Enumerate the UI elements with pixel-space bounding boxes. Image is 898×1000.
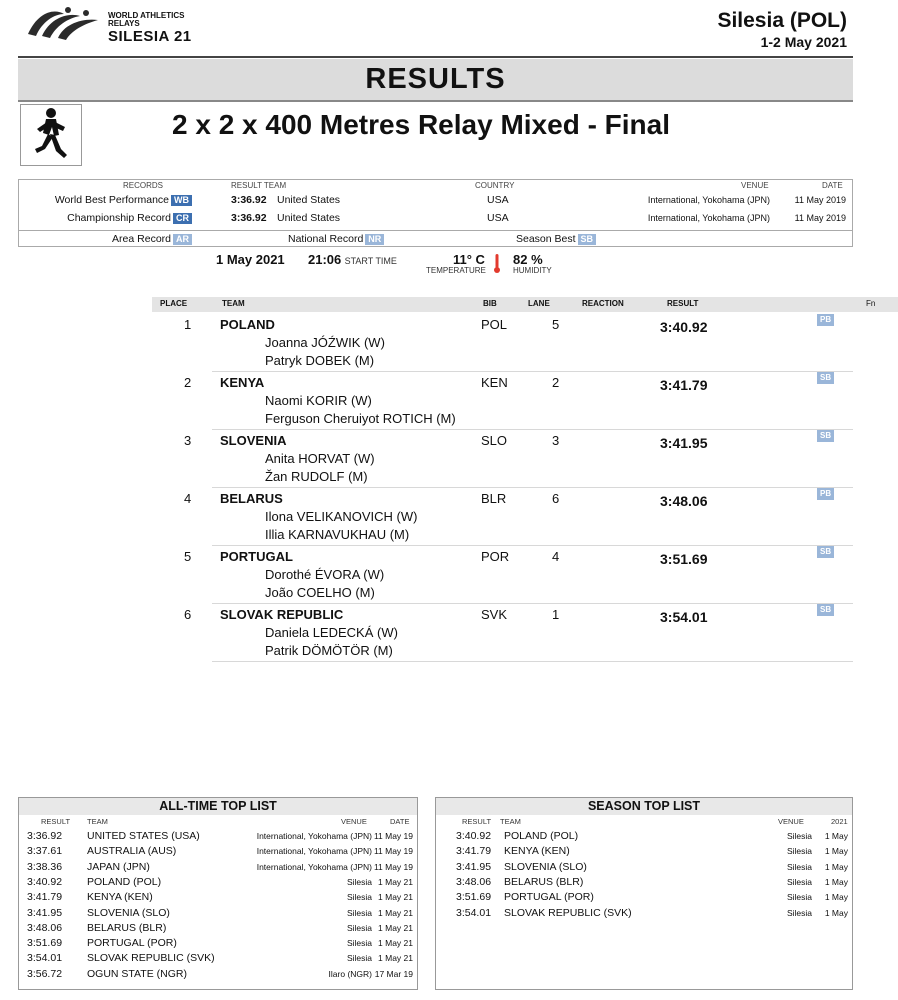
season-title: SEASON TOP LIST <box>436 798 852 815</box>
entry-place: 2 <box>184 375 192 390</box>
entry-athlete: Patrik DÖMÖTÖR (M) <box>265 643 393 658</box>
record-row-wb <box>19 193 852 207</box>
entry-team: PORTUGAL <box>220 549 293 564</box>
row-result: 3:51.69 <box>456 891 492 904</box>
all-time-date-header: DATE <box>390 817 410 826</box>
event-title: 2 x 2 x 400 Metres Relay Mixed - Final <box>172 109 671 140</box>
record-row-cr <box>19 211 852 225</box>
top-list-row <box>19 921 417 936</box>
row-result: 3:40.92 <box>456 830 492 842</box>
row-team: UNITED STATES (USA) <box>87 830 200 842</box>
runner-pictogram <box>20 104 82 166</box>
row-venue: International, Yokohama (JPN) <box>256 861 372 872</box>
top-list-row <box>19 829 417 844</box>
results-table-header <box>0 299 898 311</box>
row-result: 3:56.72 <box>27 967 63 980</box>
row-team: BELARUS (BLR) <box>87 921 167 934</box>
entry-athlete: Daniela LEDECKÁ (W) <box>265 625 398 640</box>
row-team: SLOVAK REPUBLIC (SVK) <box>504 906 632 919</box>
season-result-header: RESULT <box>462 817 492 826</box>
row-result: 3:41.95 <box>27 906 63 919</box>
row-venue: Silesia <box>786 907 812 918</box>
entry-place: 1 <box>184 317 192 332</box>
row-date: 1 May <box>824 876 848 887</box>
venue-header: VENUE <box>741 181 769 190</box>
row-result: 3:40.92 <box>27 875 63 888</box>
entry-team: POLAND <box>220 317 275 332</box>
area-record-badge: AR <box>173 234 192 245</box>
season-venue-header: VENUE <box>778 817 804 826</box>
entry-badge: SB <box>817 604 834 616</box>
entry-badge: PB <box>817 488 834 500</box>
record-country: USA <box>487 194 509 206</box>
row-date: 17 Mar 19 <box>374 968 413 979</box>
row-result: 3:54.01 <box>456 906 492 919</box>
record-badge: CR <box>173 213 192 224</box>
bib-column-header: BIB <box>483 299 497 308</box>
entry-bib: POL <box>481 317 508 332</box>
entry-team: SLOVAK REPUBLIC <box>220 607 344 622</box>
entry-team: SLOVENIA <box>220 433 287 448</box>
top-list-row <box>436 829 852 844</box>
result-entry <box>0 546 898 604</box>
entry-bib: POR <box>481 549 510 564</box>
top-list-row <box>19 936 417 951</box>
temperature-value: 11° C <box>453 252 485 267</box>
row-venue: Silesia <box>786 861 812 872</box>
row-venue: Silesia <box>786 831 812 841</box>
logo-line-1: WORLD ATHLETICS <box>108 11 185 20</box>
record-venue: International, Yokohama (JPN) <box>647 213 770 223</box>
row-team: SLOVENIA (SLO) <box>87 906 170 919</box>
row-team: BELARUS (BLR) <box>504 875 584 888</box>
records-divider <box>19 230 852 231</box>
all-time-venue-header: VENUE <box>341 817 367 826</box>
season-header <box>436 817 852 827</box>
entry-athlete: Anita HORVAT (W) <box>265 451 375 466</box>
row-result: 3:54.01 <box>27 952 63 965</box>
venue-block <box>717 8 847 50</box>
top-list-row <box>19 906 417 921</box>
header-divider <box>18 56 853 58</box>
entry-place: 3 <box>184 433 192 448</box>
entry-athlete: Žan RUDOLF (M) <box>265 469 368 484</box>
entry-athlete: Ilona VELIKANOVICH (W) <box>265 509 418 524</box>
entry-lane: 2 <box>552 375 560 390</box>
row-date: 1 May <box>824 892 848 903</box>
row-team: KENYA (KEN) <box>87 891 153 904</box>
humidity-value: 82 % <box>513 252 543 267</box>
runner-icon <box>21 105 81 165</box>
row-result: 3:41.79 <box>27 891 63 904</box>
entry-place: 6 <box>184 607 192 622</box>
row-date: 11 May 19 <box>373 861 413 872</box>
all-time-result-header: RESULT <box>41 817 71 826</box>
row-date: 1 May <box>824 907 848 918</box>
entry-athlete: Naomi KORIR (W) <box>265 393 372 408</box>
row-team: KENYA (KEN) <box>504 845 570 858</box>
entry-result: 3:51.69 <box>660 551 708 567</box>
temperature-label: TEMPERATURE <box>426 266 486 275</box>
result-entry <box>0 314 898 372</box>
row-result: 3:37.61 <box>27 845 63 858</box>
logo-line-2: RELAYS <box>108 19 140 28</box>
result-column-header: RESULT <box>667 299 699 308</box>
result-entry <box>0 430 898 488</box>
row-date: 1 May 21 <box>378 953 413 964</box>
entry-badge: SB <box>817 430 834 442</box>
venue-city: Silesia (POL) <box>717 9 847 32</box>
entry-result: 3:41.79 <box>660 377 708 393</box>
entry-athlete: Illia KARNAVUKHAU (M) <box>265 527 410 542</box>
entry-badge: SB <box>817 372 834 384</box>
row-date: 11 May 19 <box>373 846 413 857</box>
row-result: 3:41.95 <box>456 860 492 873</box>
top-list-row <box>436 906 852 921</box>
top-list-row <box>19 967 417 982</box>
row-result: 3:51.69 <box>27 937 63 950</box>
place-column-header: PLACE <box>160 299 188 308</box>
date-header: DATE <box>822 181 843 190</box>
start-time: 21:06 START TIME <box>308 252 397 267</box>
relays-logo-icon <box>24 4 104 44</box>
season-best-badge: SB <box>578 234 597 245</box>
row-date: 11 May 19 <box>373 831 413 841</box>
thermometer-icon <box>494 254 500 274</box>
top-list-row <box>19 951 417 966</box>
row-date: 1 May 21 <box>378 907 413 918</box>
result-entry <box>0 488 898 546</box>
event-date: 1 May 2021 <box>216 252 285 267</box>
top-list-row <box>19 890 417 905</box>
row-venue: Silesia <box>786 846 812 857</box>
record-result: 3:36.92 <box>231 194 267 206</box>
record-venue: International, Yokohama (JPN) <box>647 195 770 205</box>
entry-badge: SB <box>817 546 834 558</box>
entry-result: 3:41.95 <box>660 435 708 451</box>
season-top-list <box>435 797 853 990</box>
record-date: 11 May 2019 <box>794 213 846 223</box>
entry-team: KENYA <box>220 375 265 390</box>
entry-result: 3:54.01 <box>660 609 708 625</box>
reaction-column-header: REACTION <box>582 299 624 308</box>
row-date: 1 May <box>824 831 848 841</box>
result-team-header: RESULT TEAM <box>231 181 287 190</box>
top-list-row <box>19 860 417 875</box>
row-result: 3:36.92 <box>27 830 63 842</box>
all-time-header <box>19 817 417 827</box>
row-result: 3:48.06 <box>456 875 492 888</box>
record-team: United States <box>277 194 341 206</box>
season-team-header: TEAM <box>500 817 521 826</box>
record-country: USA <box>487 212 509 224</box>
top-list-row <box>436 875 852 890</box>
record-label: Championship Record CR <box>67 211 192 225</box>
entry-athlete: Joanna JÓŹWIK (W) <box>265 335 385 350</box>
row-venue: Silesia <box>346 907 372 918</box>
row-team: POLAND (POL) <box>504 830 579 842</box>
entry-athlete: João COELHO (M) <box>265 585 375 600</box>
national-record-legend: National Record NR <box>288 232 384 246</box>
team-column-header: TEAM <box>222 299 245 308</box>
row-venue: Silesia <box>346 922 372 933</box>
record-badge: WB <box>171 195 192 206</box>
row-venue: Silesia <box>346 953 372 964</box>
row-team: PORTUGAL (POR) <box>504 891 594 904</box>
row-team: SLOVAK REPUBLIC (SVK) <box>87 952 215 965</box>
row-date: 1 May 21 <box>378 876 413 887</box>
top-list-row <box>19 844 417 859</box>
entry-team: BELARUS <box>220 491 283 506</box>
entry-bib: SLO <box>481 433 508 448</box>
entry-bib: SVK <box>481 607 508 622</box>
entry-lane: 4 <box>552 549 560 564</box>
entry-bib: KEN <box>481 375 508 390</box>
top-list-row <box>436 890 852 905</box>
entry-athlete: Patryk DOBEK (M) <box>265 353 375 368</box>
row-date: 1 May <box>824 846 848 857</box>
entry-result: 3:40.92 <box>660 319 708 335</box>
season-best-legend: Season Best SB <box>516 232 596 246</box>
top-list-row <box>436 860 852 875</box>
row-venue: International, Yokohama (JPN) <box>256 831 372 841</box>
lane-column-header: LANE <box>528 299 550 308</box>
record-label: World Best Performance WB <box>55 193 192 207</box>
record-team: United States <box>277 212 341 224</box>
row-result: 3:38.36 <box>27 860 63 873</box>
row-date: 1 May 21 <box>378 892 413 903</box>
row-team: PORTUGAL (POR) <box>87 937 177 950</box>
results-heading: RESULTS <box>18 59 853 100</box>
area-record-legend: Area Record AR <box>112 232 192 246</box>
entry-result: 3:48.06 <box>660 493 708 509</box>
row-venue: International, Yokohama (JPN) <box>256 846 372 857</box>
records-box <box>18 179 853 247</box>
national-record-badge: NR <box>365 234 384 245</box>
season-year-header: 2021 <box>831 817 848 826</box>
entry-badge: PB <box>817 314 834 326</box>
logo-line-3: SILESIA 21 <box>108 28 192 45</box>
record-legend-row <box>19 232 852 246</box>
row-venue: Ilaro (NGR) <box>328 968 372 979</box>
row-team: JAPAN (JPN) <box>87 860 150 873</box>
row-team: AUSTRALIA (AUS) <box>87 845 177 858</box>
top-list-row <box>19 875 417 890</box>
entry-athlete: Ferguson Cheruiyot ROTICH (M) <box>265 411 456 426</box>
row-date: 1 May 21 <box>378 938 413 949</box>
entry-place: 4 <box>184 491 192 506</box>
row-result: 3:48.06 <box>27 921 63 934</box>
row-team: POLAND (POL) <box>87 875 162 888</box>
row-venue: Silesia <box>346 892 372 903</box>
event-logo <box>24 2 204 46</box>
result-entry <box>0 372 898 430</box>
entry-lane: 6 <box>552 491 560 506</box>
result-entry <box>0 604 898 662</box>
record-result: 3:36.92 <box>231 212 267 224</box>
top-list-row <box>436 844 852 859</box>
row-venue: Silesia <box>346 876 372 887</box>
entry-place: 5 <box>184 549 192 564</box>
fn-column-header: Fn <box>866 299 876 308</box>
row-date: 1 May 21 <box>378 922 413 933</box>
records-header: RECORDS <box>123 181 164 190</box>
entry-lane: 5 <box>552 317 560 332</box>
results-divider <box>18 100 853 102</box>
entry-athlete: Dorothé ÉVORA (W) <box>265 567 385 582</box>
humidity-label: HUMIDITY <box>513 266 552 275</box>
entry-lane: 3 <box>552 433 560 448</box>
entry-divider <box>212 661 853 662</box>
all-time-title: ALL-TIME TOP LIST <box>19 798 417 815</box>
row-date: 1 May <box>824 861 848 872</box>
country-header: COUNTRY <box>475 181 515 190</box>
row-venue: Silesia <box>786 876 812 887</box>
all-time-team-header: TEAM <box>87 817 108 826</box>
row-team: OGUN STATE (NGR) <box>87 967 187 980</box>
row-venue: Silesia <box>786 892 812 903</box>
row-venue: Silesia <box>346 938 372 949</box>
row-team: SLOVENIA (SLO) <box>504 860 587 873</box>
entry-lane: 1 <box>552 607 560 622</box>
record-date: 11 May 2019 <box>794 195 846 205</box>
all-time-top-list <box>18 797 418 990</box>
venue-dates: 1-2 May 2021 <box>760 34 847 50</box>
row-result: 3:41.79 <box>456 845 492 858</box>
entry-bib: BLR <box>481 491 507 506</box>
